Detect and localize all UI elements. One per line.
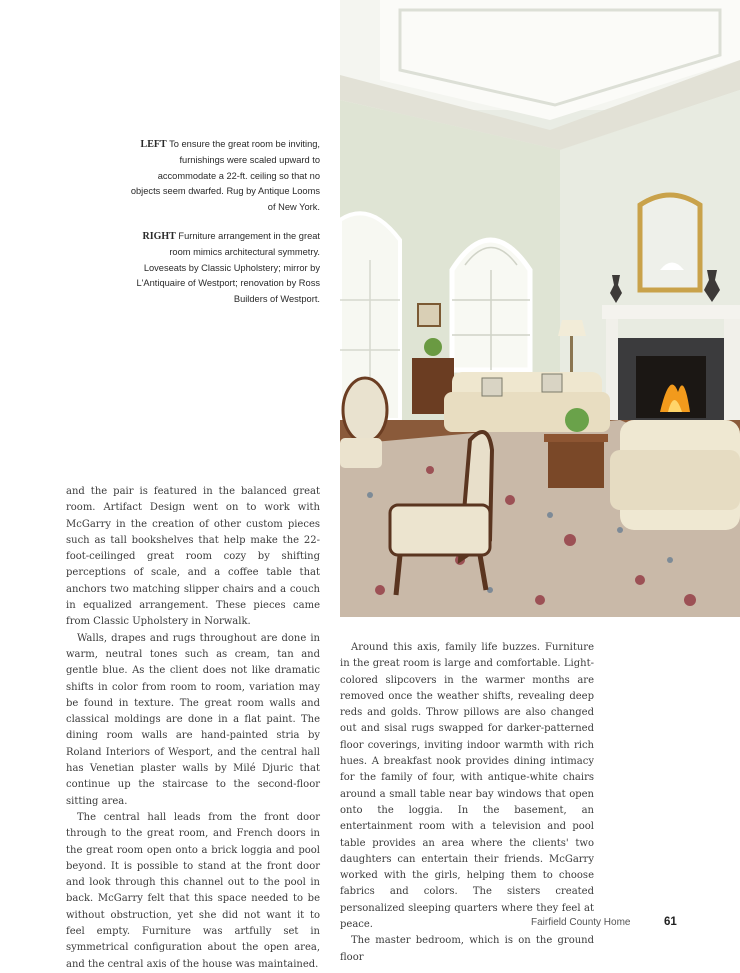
- body-paragraph: Walls, drapes and rugs throughout are done in warm, neutral tones such as cream, tan and gentle blue. As the client does not like dramatic shifts in color from room to room, variation may be found in texture. The great room walls and classical moldings are done in a flat paint. The dining room walls are hand-painted stria by Roland Interiors of Wesport, and the central hall has Venetian plaster walls by Milé Djuric that continue up the staircase to the second-floor sitting area.: [66, 632, 320, 807]
- caption-right: [130, 229, 320, 308]
- body-column-left: [66, 484, 320, 973]
- caption-right-text: Furniture arrangement in the great room mimics architectural symmetry. Loveseats by Classic Upholstery; mirror by L'Antiquaire of Westport; renovation by Ross Builders of Westport.: [136, 230, 320, 305]
- caption-left: [130, 137, 320, 216]
- caption-right-label: RIGHT: [142, 230, 176, 242]
- body-paragraph: The master bedroom, which is on the ground floor: [340, 935, 594, 963]
- page-number: 61: [664, 916, 677, 928]
- caption-left-text: To ensure the great room be inviting, furnishings were scaled upward to accommodate a 22-ft. ceiling so that no objects seem dwarfed. Rug by Antique Looms of New York.: [130, 139, 320, 213]
- magazine-name: Fairfield County Home: [531, 917, 631, 928]
- body-paragraph: The central hall leads from the front door through to the great room, and French doors in the great room open onto a brick loggia and pool beyond. It is possible to stand at the front door and look through this channel out to the pool in back. McGarry felt that this space needed to be without obstruction, yet she did not want it to feel empty. Furniture was artfully set in symmetrical configuration about the open area, and the central axis of the house was maintained.: [66, 811, 320, 970]
- body-paragraph: Around this axis, family life buzzes. Furniture in the great room is large and comfortable. Light-colored slipcovers in the warmer months are removed once the weather shifts, revealing deep reds and golds. Throw pillows are also changed out and sisal rugs swapped for darker-patterned floor coverings, inviting indoor warmth with rich hues. A breakfast nook provides dining intimacy for the family of four, with antique-white chairs around a small table near bay windows that open onto the loggia. In the basement, an entertainment room with a television and pool table provides an area where the clients' two daughters can entertain their friends. McGarry worked with the girls, helping them to choose fabrics and colors. The sisters created personalized sleeping quarters where they feel at peace.: [340, 642, 594, 931]
- great-room-photo: [340, 0, 740, 617]
- page-footer: [500, 917, 690, 931]
- caption-left-label: LEFT: [140, 139, 167, 150]
- body-paragraph: and the pair is featured in the balanced great room. Artifact Design went on to work with McGarry in the creation of other custom pieces such as tall bookshelves that help make the 22-foot-ceilinged great room cozy by shifting perceptions of scale, and a coffee table that anchors two matching slipper chairs and a couch in equalized arrangement. These pieces came from Classic Upholstery in Norwalk.: [66, 486, 320, 628]
- photo-captions: [130, 137, 320, 321]
